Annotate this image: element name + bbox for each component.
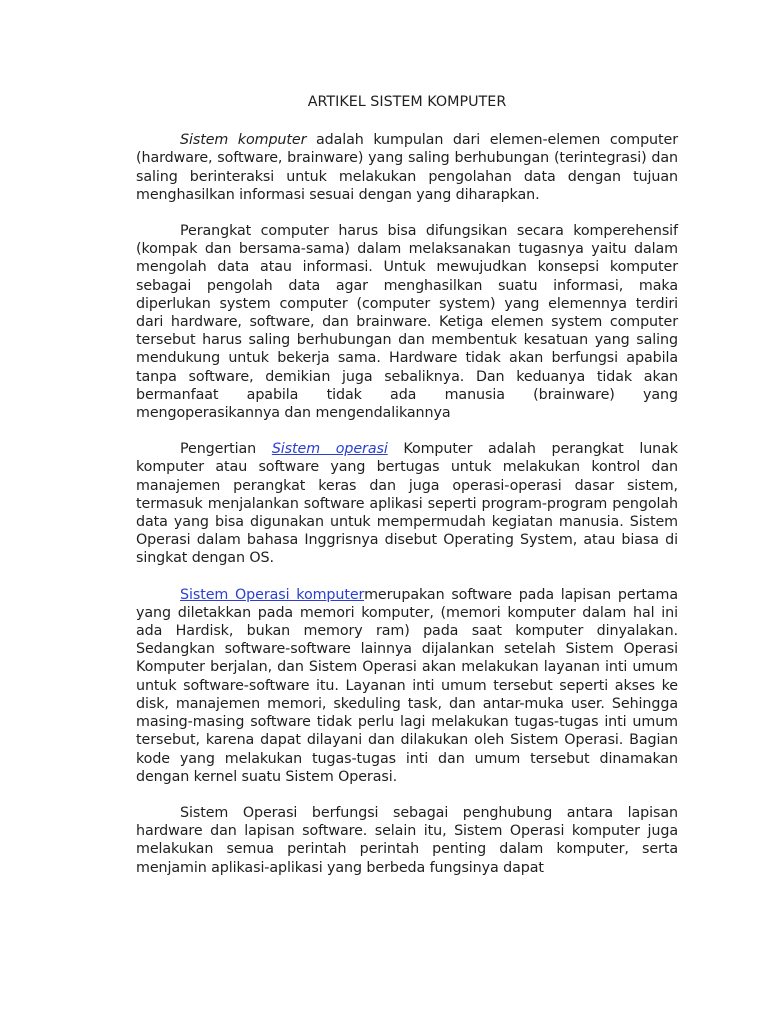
- link-sistem-operasi[interactable]: Sistem operasi: [271, 441, 388, 458]
- paragraph-text: adalah kumpulan dari elemen-elemen computer (hardware, software, brainware) yang saling berhubungan (terintegrasi) dan saling berinteraksi untuk melakukan pengolahan data dengan tujuan menghasilkan informasi sesuai dengan yang diharapkan.: [136, 132, 678, 203]
- italic-term: Sistem komputer: [180, 132, 307, 149]
- paragraph-2: [136, 222, 678, 422]
- paragraph-4: [136, 586, 678, 786]
- paragraph-text: Komputer adalah perangkat lunak komputer atau software yang bertugas untuk melakukan kontrol dan manajemen perangkat keras dan juga operasi-operasi dasar sistem, termasuk menjalankan software aplikasi seperti program-program pengolah data yang bisa digunakan untuk mempermudah kegiatan manusia. Sistem Operasi dalam bahasa Inggrisnya disebut Operating System, atau biasa di singkat dengan OS.: [136, 441, 678, 567]
- link-sistem-operasi-komputer[interactable]: Sistem Operasi komputer: [180, 586, 365, 603]
- document-title: ARTIKEL SISTEM KOMPUTER: [307, 94, 507, 110]
- document-body: [136, 93, 678, 895]
- paragraph-3: [136, 440, 678, 567]
- paragraph-5: [136, 804, 678, 877]
- paragraph-text: Sistem Operasi berfungsi sebagai penghubung antara lapisan hardware dan lapisan software. selain itu, Sistem Operasi komputer juga melakukan semua perintah perintah penting dalam komputer, serta menjamin aplikasi-aplikasi yang berbeda fungsinya dapat: [136, 804, 678, 876]
- paragraph-text: Pengertian: [180, 441, 272, 458]
- paragraph-text: merupakan software pada lapisan pertama yang diletakkan pada memori komputer, (memori komputer dalam hal ini ada Hardisk, bukan memory ram) pada saat komputer dinyalakan. Sedangkan software-software lainnya dijalankan setelah Sistem Operasi Komputer berjalan, dan Sistem Operasi akan melakukan layanan inti umum untuk software-software itu. Layanan inti umum tersebut seperti akses ke disk, manajemen memori, skeduling task, dan antar-muka user. Sehingga masing-masing software tidak perlu lagi melakukan tugas-tugas inti umum tersebut, karena dapat dilayani dan dilakukan oleh Sistem Operasi. Bagian kode yang melakukan tugas-tugas inti dan umum tersebut dinamakan dengan kernel suatu Sistem Operasi.: [136, 586, 678, 785]
- paragraph-text: Perangkat computer harus bisa difungsikan secara komperehensif (kompak dan bersama-sama) dalam melaksanakan tugasnya yaitu dalam mengolah data atau informasi. Untuk mewujudkan konsepsi komputer sebagai pengolah data agar menghasilkan suatu informasi, maka diperlukan system computer (computer system) yang elemennya terdiri dari hardware, software, dan brainware. Ketiga elemen system computer tersebut harus saling berhubungan dan membentuk kesatuan yang saling mendukung untuk bekerja sama. Hardware tidak akan berfungsi apabila tanpa software, demikian juga sebaliknya. Dan keduanya tidak akan bermanfaat apabila tidak ada manusia (brainware) yang mengoperasikannya dan mengendalikannya: [136, 223, 678, 422]
- paragraph-1: [136, 131, 678, 204]
